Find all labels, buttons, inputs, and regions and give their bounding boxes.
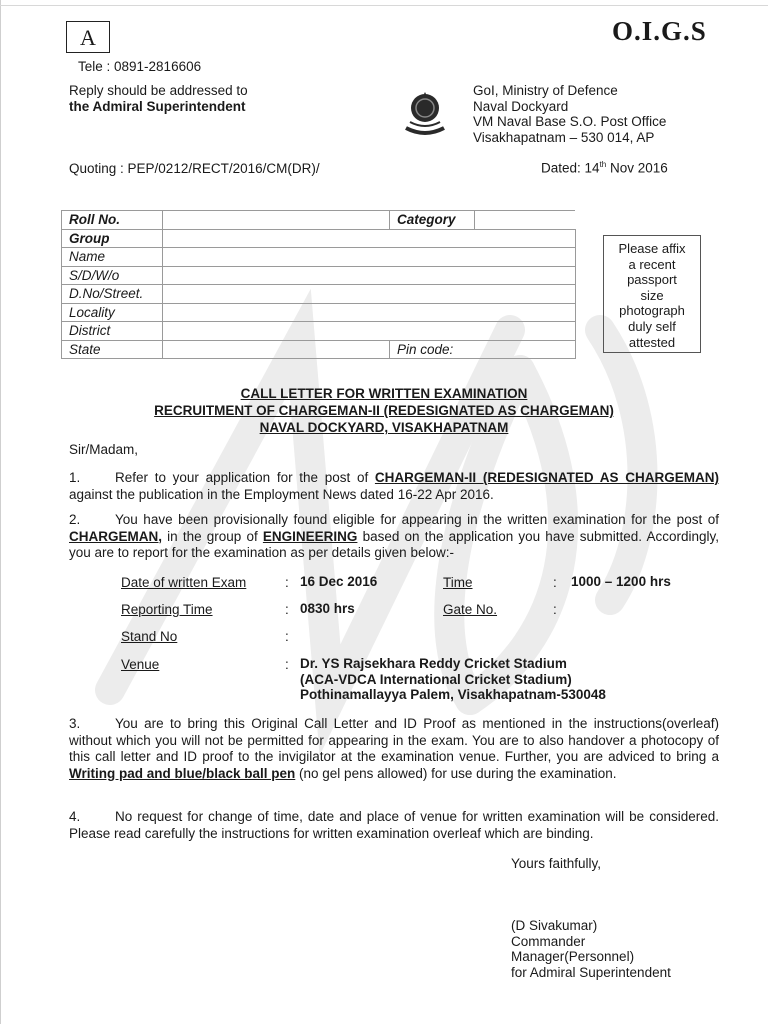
telephone: Tele : 0891-2816606 [78,59,202,74]
venue-line: Pothinamallayya Palem, Visakhapatnam-530048 [300,687,606,702]
signatory-line: for Admiral Superintendent [511,964,671,980]
reply-line-2: the Admiral Superintendent [69,99,246,114]
roll-no-label: Roll No. [62,211,163,230]
locality-field[interactable] [163,303,576,322]
roll-no-field[interactable] [163,211,390,230]
street-field[interactable] [163,285,576,304]
form-row [62,303,576,322]
state-label: State [62,340,163,359]
para2-group: ENGINEERING [262,528,358,544]
photo-box-line: photograph [619,303,685,319]
stand-no-label: Stand No [121,629,178,644]
paragraph-2 [69,512,719,562]
paragraph-4 [69,809,719,842]
paragraph-number: 1. [69,470,81,485]
paragraph-number: 4. [69,809,81,824]
page-top-edge [0,5,768,6]
group-field[interactable] [163,229,576,248]
para2-text-c: based on the application you have submitted. Accordingly, you are to report for the examination as per details given below:- [69,528,719,560]
address-line: Naval Dockyard [473,98,569,114]
para1-text-b: against the publication in the Employment News dated 16-22 Apr 2016. [69,486,494,502]
para2-text-a: You have been provisionally found eligible for appearing in the written examination for the post of [115,512,719,527]
quoting-reference: Quoting : PEP/0212/RECT/2016/CM(DR)/ [69,161,320,176]
signatory-block [511,918,671,980]
address-line: GoI, Ministry of Defence [473,83,618,98]
reporting-time-label: Reporting Time [121,602,213,617]
para4-text: No request for change of time, date and place of venue for written examination will be considered. Please read carefully the instructions for written examination overleaf which are binding. [69,809,719,841]
colon: : [553,575,557,590]
form-row [62,211,576,230]
letter-box: A [66,21,110,53]
call-letter-heading: CALL LETTER FOR WRITTEN EXAMINATION [240,386,528,401]
date-line [541,160,668,176]
office-code: O.I.G.S [612,16,707,46]
relation-label: S/D/W/o [62,266,163,285]
recruitment-heading: RECRUITMENT OF CHARGEMAN-II (REDESIGNATED AS CHARGEMAN) [154,403,614,418]
para1-text-a: Refer to your application for the post of [115,470,375,485]
signatory-line: (D Sivakumar) [511,918,598,933]
reply-line-1: Reply should be addressed to [69,83,248,98]
time-label: Time [443,575,473,590]
relation-field[interactable] [163,266,576,285]
photo-box-line: passport [627,272,677,288]
colon: : [285,629,289,644]
photo-box-line: a recent [628,256,676,272]
exam-date-value: 16 Dec 2016 [300,574,378,589]
pin-code-label: Pin code: [390,340,576,359]
form-row [62,285,576,304]
address-block [473,83,666,145]
category-label: Category [390,211,475,230]
photo-box-line: size [640,287,664,303]
venue-address [300,656,606,703]
para2-text-b: in the group of [162,528,263,544]
navy-emblem-icon [402,86,448,142]
paragraph-number: 2. [69,512,81,527]
address-line: Visakhapatnam – 530 014, AP [473,129,655,145]
exam-date-label: Date of written Exam [121,575,247,590]
district-label: District [62,322,163,341]
locality-label: Locality [62,303,163,322]
category-field[interactable] [475,211,576,230]
candidate-details-form [61,210,576,359]
dated-suffix: Nov 2016 [606,160,668,176]
form-row [62,266,576,285]
venue-line: (ACA-VDCA International Cricket Stadium) [300,671,572,687]
dated-superscript: th [599,160,607,169]
colon: : [285,575,289,590]
name-field[interactable] [163,248,576,267]
photo-box-line: duly self [628,318,676,334]
reporting-time-value: 0830 hrs [300,601,355,616]
paragraph-1 [69,470,719,503]
group-label: Group [62,229,163,248]
form-row [62,229,576,248]
para3-text-a: You are to bring this Original Call Letter and ID Proof as mentioned in the instructions(overleaf) without which you will not be permitted for appearing in the exam. You are to also handover a photocopy of this call letter and ID proof to the invigilator at the examination venue. Further, you are adviced to bring a [69,716,719,764]
colon: : [553,602,557,617]
street-label: D.No/Street. [62,285,163,304]
para3-item: Writing pad and blue/black ball pen [69,765,296,781]
state-field[interactable] [163,340,390,359]
gate-no-label: Gate No. [443,602,498,617]
name-label: Name [62,248,163,267]
dated-prefix: Dated: 14 [541,160,600,176]
form-row [62,248,576,267]
venue-line: Dr. YS Rajsekhara Reddy Cricket Stadium [300,656,567,671]
signatory-line: Manager(Personnel) [511,949,635,964]
address-line: VM Naval Base S.O. Post Office [473,114,667,129]
form-row [62,340,576,359]
photo-box-line: Please affix [618,241,686,256]
colon: : [285,602,289,617]
colon: : [285,657,289,672]
para1-post: CHARGEMAN-II (REDESIGNATED AS CHARGEMAN) [374,470,719,485]
venue-label: Venue [121,657,160,672]
closing: Yours faithfully, [511,856,602,871]
paragraph-number: 3. [69,716,81,731]
photo-box-line: attested [628,334,676,350]
para3-text-b: (no gel pens allowed) for use during the examination. [295,765,617,781]
para2-post: CHARGEMAN, [69,528,162,544]
signatory-line: Commander [511,933,586,949]
photo-placeholder-box [603,235,701,353]
paragraph-3 [69,716,719,782]
time-value: 1000 – 1200 hrs [571,574,671,589]
salutation: Sir/Madam, [69,442,139,457]
district-field[interactable] [163,322,576,341]
dockyard-heading: NAVAL DOCKYARD, VISAKHAPATNAM [259,420,509,435]
form-row [62,322,576,341]
